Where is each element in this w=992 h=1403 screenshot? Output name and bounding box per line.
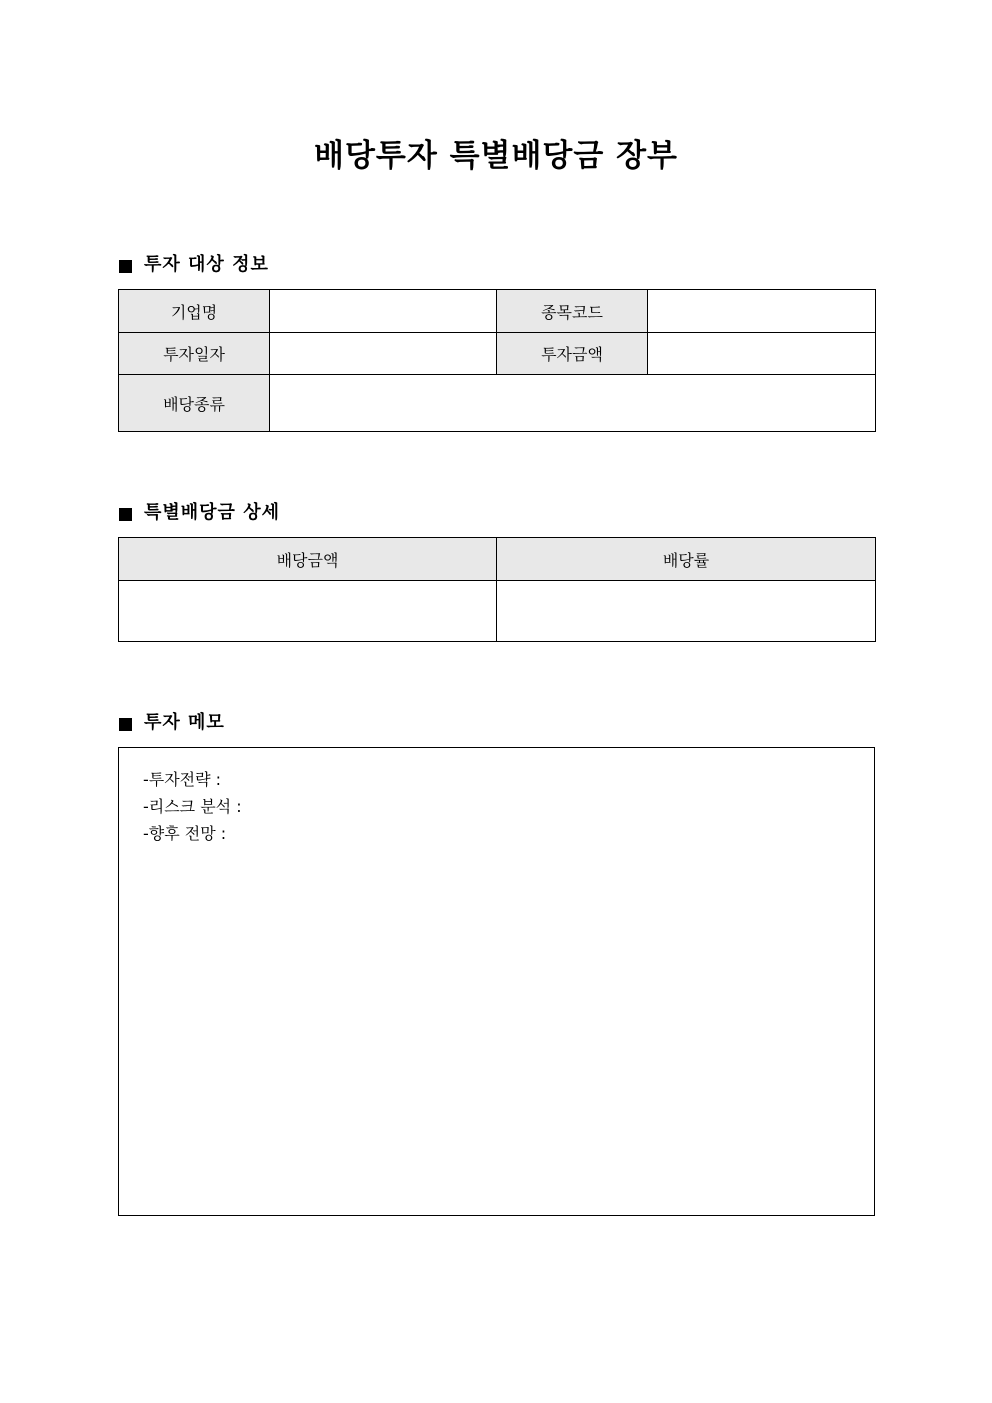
dividend-amount-header: 배당금액	[119, 538, 497, 581]
stock-code-field[interactable]	[648, 290, 876, 333]
table-row	[119, 290, 876, 333]
dividend-rate-field[interactable]	[497, 581, 876, 642]
memo-line-risk: -리스크 분석 :	[143, 797, 242, 816]
stock-code-label: 종목코드	[497, 290, 648, 333]
table-row	[119, 375, 876, 432]
section-heading-text: 투자 메모	[144, 712, 225, 733]
dividend-rate-header: 배당률	[497, 538, 876, 581]
section-heading-text: 투자 대상 정보	[144, 254, 269, 275]
section-heading-investment-target	[119, 253, 269, 277]
investment-date-field[interactable]	[270, 333, 497, 375]
investment-amount-label: 투자금액	[497, 333, 648, 375]
section-heading-text: 특별배당금 상세	[144, 502, 280, 523]
investment-amount-field[interactable]	[648, 333, 876, 375]
dividend-type-field[interactable]	[270, 375, 876, 432]
section-heading-memo	[119, 711, 225, 735]
company-name-label: 기업명	[119, 290, 270, 333]
investment-date-label: 투자일자	[119, 333, 270, 375]
dividend-amount-field[interactable]	[119, 581, 497, 642]
dividend-type-label: 배당종류	[119, 375, 270, 432]
special-dividend-table	[118, 537, 876, 642]
company-name-field[interactable]	[270, 290, 497, 333]
table-row	[119, 333, 876, 375]
investment-target-table	[118, 289, 876, 432]
memo-line-strategy: -투자전략 :	[143, 770, 222, 789]
square-bullet-icon	[119, 718, 132, 731]
memo-line-outlook: -향후 전망 :	[143, 824, 227, 843]
memo-lines	[143, 766, 242, 847]
square-bullet-icon	[119, 260, 132, 273]
table-row	[119, 581, 876, 642]
memo-box[interactable]	[118, 747, 875, 1216]
section-heading-special-dividend	[119, 501, 280, 525]
document-title: 배당투자 특별배당금 장부	[314, 138, 678, 174]
table-header-row	[119, 538, 876, 581]
square-bullet-icon	[119, 508, 132, 521]
